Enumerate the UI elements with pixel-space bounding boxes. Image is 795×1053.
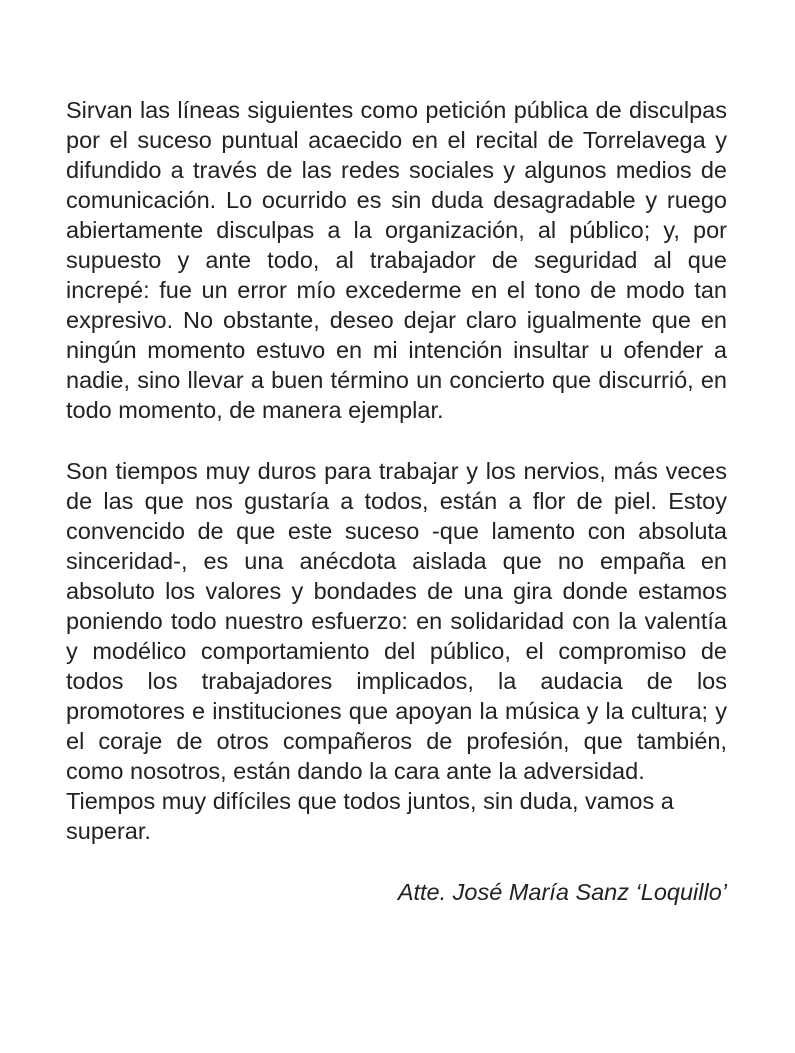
signature: Atte. José María Sanz ‘Loquillo’ [397,879,727,905]
apology-paragraph: Sirvan las líneas siguientes como petición pública de disculpas por el suceso puntual acaecido en el recital de Torrelavega y difundido a través de las redes sociales y algunos medios de comunicación. Lo ocurrido es sin duda desagradable y ruego abiertamente disculpas a la organización, al público; y, por supuesto y ante todo, al trabajador de seguridad al que increpé: fue un error mío excederme en el tono de modo tan expresivo. No obstante, deseo dejar claro igualmente que en ningún momento estuvo en mi intención insultar u ofender a nadie, sino llevar a buen término un concierto que discurrió, en todo momento, de manera ejemplar. [66,97,727,423]
context-paragraph: Son tiempos muy duros para trabajar y los nervios, más veces de las que nos gustaría a todos, están a flor de piel. Estoy convencido de que este suceso -que lamento con absoluta sinceridad-, es una anécdota aislada que no empaña en absoluto los valores y bondades de una gira donde estamos poniendo todo nuestro esfuerzo: en solidaridad con la valentía y modélico comportamiento del público, el compromiso de todos los trabajadores implicados, la audacia de los promotores e instituciones que apoyan la música y la cultura; y el coraje de otros compañeros de profesión, que también, como nosotros, están dando la cara ante la adversidad. [66,458,727,784]
letter-document [66,95,727,907]
paragraph-spacer [66,425,727,456]
closing-line: Tiempos muy difíciles que todos juntos, sin duda, vamos a superar. [66,788,674,844]
